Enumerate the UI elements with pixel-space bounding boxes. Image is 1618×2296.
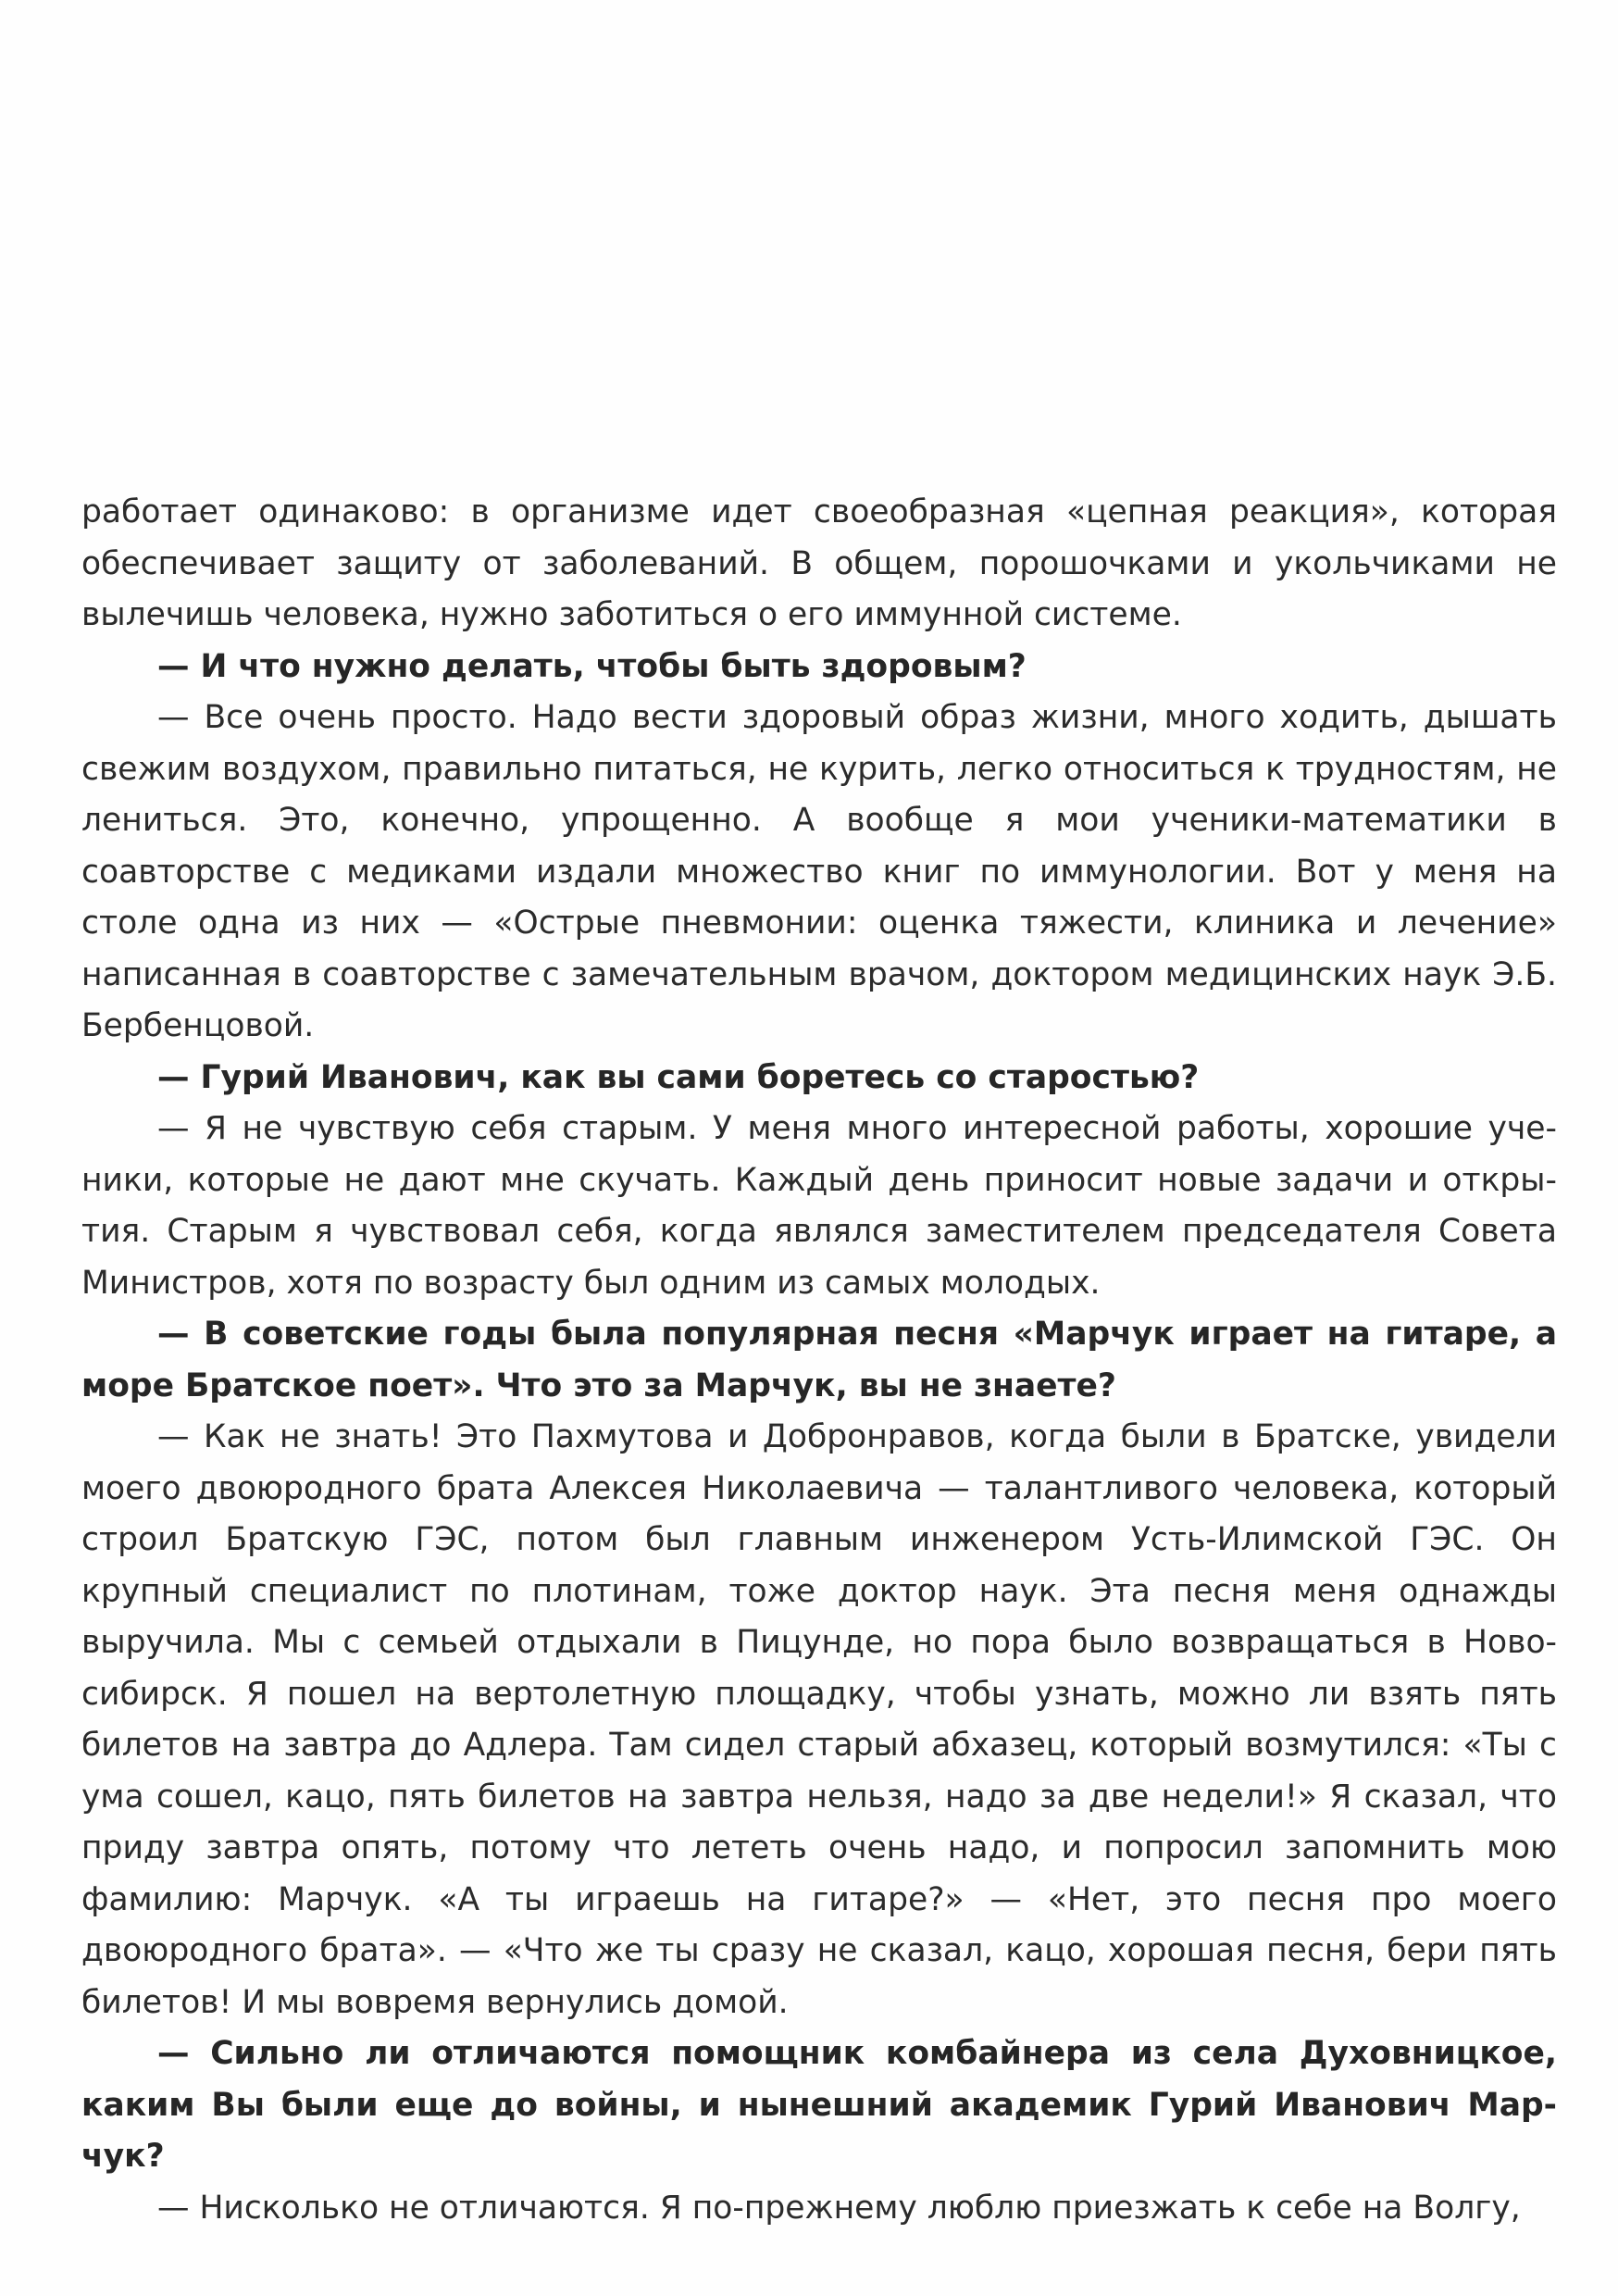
interview-text (81, 487, 1557, 2234)
question-paragraph: — Сильно ли отличаются помощник комбайнера из села Духовницкое, каким Вы были еще до войны, и нынешний академик Гурий Иванович Марчук? (81, 2035, 1557, 2175)
answer-paragraph: — Нисколько не отличаются. Я по-прежнему люблю приезжать к себе на Волгу, (157, 2189, 1521, 2227)
answer-paragraph: работает одинаково: в организме идет своеобразная «цепная реакция», которая обеспечивает защиту от заболеваний. В общем, порошочками и укольчиками не вылечишь человека, нужно заботиться о его иммунной системе. (81, 493, 1557, 633)
question-paragraph: — И что нужно делать, чтобы быть здоровым? (157, 647, 1027, 685)
question-paragraph: — Гурий Иванович, как вы сами боретесь со старостью? (157, 1058, 1200, 1096)
answer-paragraph: — Я не чувствую себя старым. У меня много интересной работы, хорошие ученики, которые не дают мне скучать. Каждый день приносит новые задачи и открытия. Старым я чувствовал себя, когда являлся заместителем председателя Совета Министров, хотя по возрасту был одним из самых молодых. (81, 1110, 1557, 1302)
question-paragraph: — В советские годы была популярная песня «Марчук играет на гитаре, а море Братское поет». Что это за Марчук, вы не знаете? (81, 1316, 1557, 1404)
answer-paragraph: — Все очень просто. Надо вести здоровый образ жизни, много ходить, дышать свежим воздухом, правильно питаться, не курить, легко относиться к трудностям, не лениться. Это, конечно, упрощенно. А вообще я мои ученики-математики в соавторстве с медиками издали множество книг по иммунологии. Вот у меня на столе одна из них — «Острые пневмонии: оценка тяжести, клиника и лечение» написанная в соавторстве с замечательным врачом, доктором медицинских наук Э.Б. Бербенцовой. (81, 699, 1557, 1044)
answer-paragraph: — Как не знать! Это Пахмутова и Добронравов, когда были в Братске, увидели моего двоюродного брата Алексея Николаевича — талантливого человека, который строил Братскую ГЭС, потом был главным инженером Усть-Илимской ГЭС. Он крупный специалист по плотинам, тоже доктор наук. Эта песня меня однажды выручила. Мы с семьей отдыхали в Пицунде, но пора было возвращаться в Новосибирск. Я пошел на вертолетную площадку, чтобы узнать, можно ли взять пять билетов на завтра до Адлера. Там сидел старый абхазец, который возмутился: «Ты с ума сошел, кацо, пять билетов на завтра нельзя, надо за две недели!» Я сказал, что приду завтра опять, потому что лететь очень надо, и попросил запомнить мою фамилию: Марчук. «А ты играешь на гитаре?» — «Нет, это песня про моего двоюродного брата». — «Что же ты сразу не сказал, кацо, хорошая песня, бери пять билетов! И мы вовремя вернулись домой. (81, 1418, 1557, 2021)
